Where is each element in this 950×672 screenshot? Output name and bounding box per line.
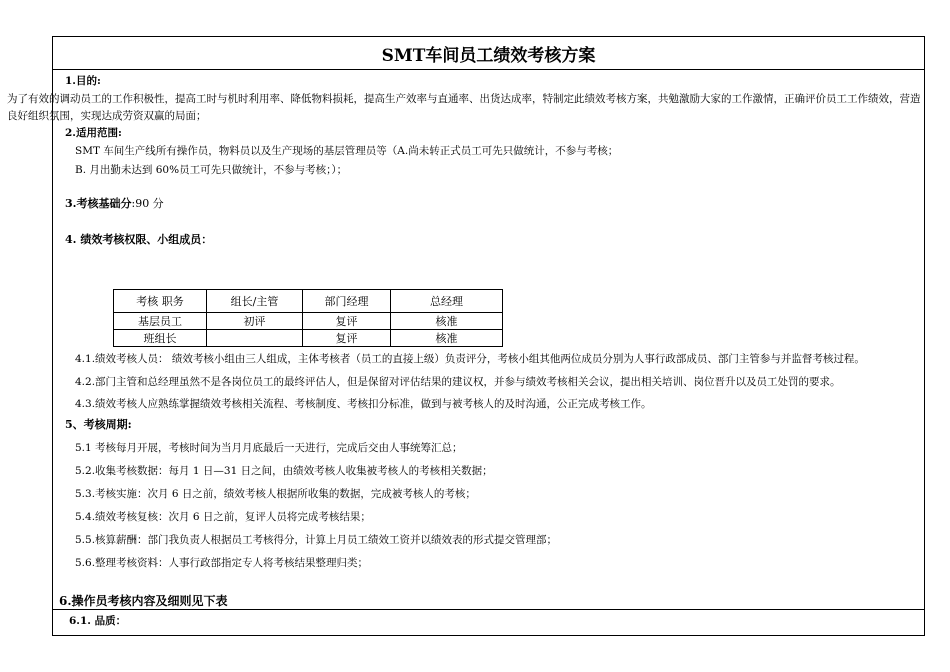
table-cell: 复评 [303, 313, 391, 330]
section-5-item: 5.4.绩效考核复核：次月 6 日之前，复评人员将完成考核结果； [75, 511, 371, 523]
table-cell: 初评 [207, 313, 303, 330]
section-5-item: 5.2.收集考核数据：每月 1 日—31 日之间，由绩效考核人收集被考核人的考核相关数据； [75, 465, 493, 477]
section-1-heading: 1.目的: [65, 75, 101, 87]
section-4-item: 4.3.绩效考核人应熟练掌握绩效考核相关流程、考核制度、考核扣分标准，做到与被考核人的及时沟通，公正完成考核工作。 [75, 398, 652, 410]
section-5-item: 5.6.整理考核资料：人事行政部指定专人将考核结果整理归类； [75, 557, 369, 569]
section-5-heading: 5、考核周期: [65, 418, 132, 431]
table-cell: 核准 [391, 330, 503, 347]
table-header-cell: 部门经理 [303, 290, 391, 313]
table-header-cell: 考核 职务 [114, 290, 207, 313]
section-3-heading: 3.考核基础分 [65, 197, 132, 210]
table-row [114, 313, 503, 330]
section-3 [65, 197, 164, 211]
title-divider [53, 69, 924, 70]
table-cell: 复评 [303, 330, 391, 347]
section-2-line-1: SMT 车间生产线所有操作员，物料员以及生产现场的基层管理员等（A.尚未转正式员工可先只做统计，不参与考核； [75, 145, 619, 157]
table-header-cell: 总经理 [391, 290, 503, 313]
table-cell: 班组长 [114, 330, 207, 347]
section-4-item: 4.2.部门主管和总经理虽然不是各岗位员工的最终评估人，但是保留对评估结果的建议权，并参与绩效考核相关会议，提出相关培训、岗位晋升以及员工处罚的要求。 [75, 376, 841, 388]
table-header-row [114, 290, 503, 313]
section-5-item: 5.1 考核每月开展，考核时间为当月月底最后一天进行，完成后交由人事统筹汇总； [75, 442, 463, 454]
section-6-1-heading: 6.1. 品质： [69, 615, 127, 627]
section-4-heading: 4. 绩效考核权限、小组成员： [65, 233, 213, 246]
section-4-item: 4.1.绩效考核人员： 绩效考核小组由三人组成，主体考核者（员工的直接上级）负责评分，考核小组其他两位成员分别为人事行政部成员、部门主管参与并监督考核过程。 [75, 353, 865, 365]
table-cell: 核准 [391, 313, 503, 330]
table-cell: 基层员工 [114, 313, 207, 330]
document-title: SMT车间员工绩效考核方案 [381, 46, 596, 66]
section-6-heading: 6.操作员考核内容及细则见下表 [59, 594, 228, 608]
table-row [114, 330, 503, 347]
section-2-heading: 2.适用范围: [65, 127, 122, 139]
table-cell [207, 330, 303, 347]
table-header-cell: 组长/主管 [207, 290, 303, 313]
section-3-value: :90 分 [131, 197, 164, 210]
section-1-text: 为了有效的调动员工的工作积极性，提高工时与机时利用率、降低物料损耗，提高生产效率与直通率、出货达成率，特制定此绩效考核方案，共勉激励大家的工作激情，正确评价员工工作绩效，营造良好组织氛围，实现达成劳资双赢的局面； [7, 93, 921, 122]
section-6-divider [53, 609, 924, 610]
section-5-item: 5.5.核算薪酬：部门我负责人根据员工考核得分，计算上月员工绩效工资并以绩效表的形式提交管理部； [75, 534, 558, 546]
section-5-item: 5.3.考核实施：次月 6 日之前，绩效考核人根据所收集的数据，完成被考核人的考核； [75, 488, 476, 500]
permission-table [113, 289, 503, 347]
section-2-line-2: B. 月出勤未达到 60%员工可先只做统计，不参与考核；）； [75, 164, 348, 176]
document-sheet [7, 36, 925, 636]
